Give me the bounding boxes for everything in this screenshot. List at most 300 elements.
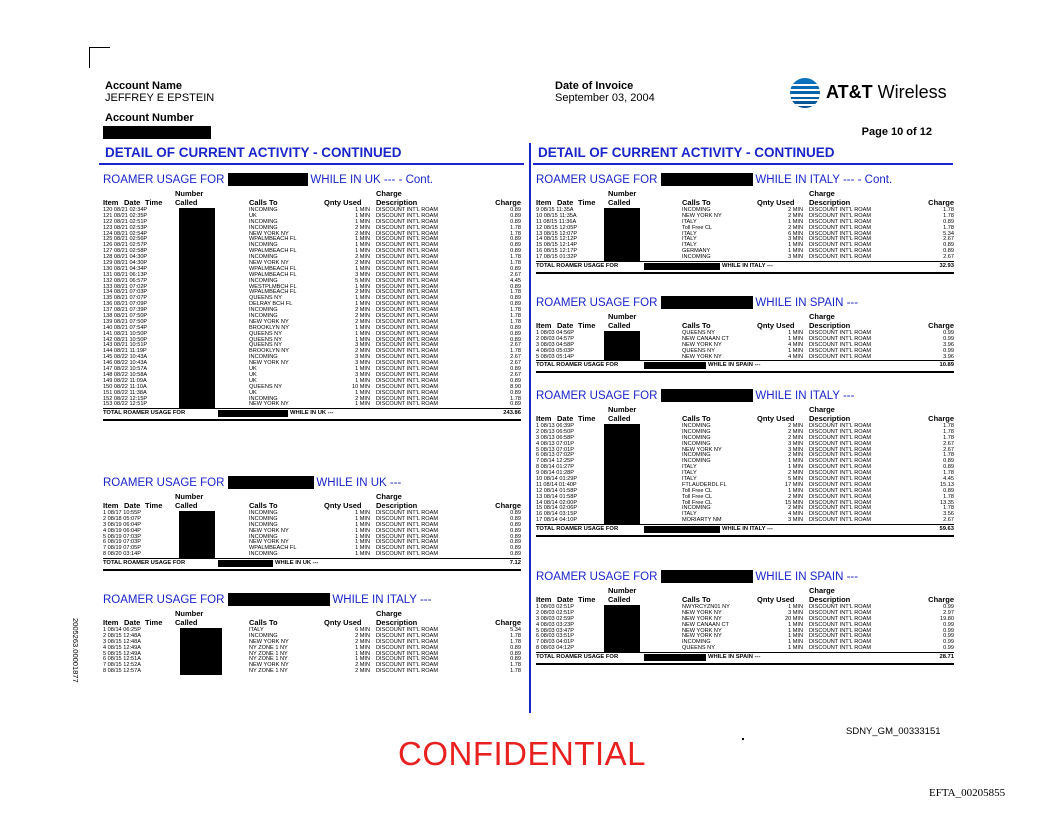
cell-description: DISCOUNT INT'L ROAM <box>809 335 871 342</box>
column-header <box>536 311 954 331</box>
cell-description: DISCOUNT INT'L ROAM <box>809 452 871 459</box>
cell-calls-to: UK <box>249 212 257 219</box>
cell-item-datetime: 13 08/14 01:58P <box>536 493 578 500</box>
cell-calls-to: INCOMING <box>682 452 711 459</box>
redaction-bar <box>661 389 753 402</box>
column-header <box>103 608 521 628</box>
cell-qnty-used: 4 MIN <box>788 353 803 360</box>
account-name: JEFFREY E EPSTEIN <box>105 92 215 104</box>
cell-description: DISCOUNT INT'L ROAM <box>376 283 438 290</box>
cell-qnty-used: 1 MIN <box>355 212 370 219</box>
cell-qnty-used: 2 MIN <box>355 307 370 314</box>
section-title-left: DETAIL OF CURRENT ACTIVITY - CONTINUED <box>105 145 402 160</box>
cell-calls-to: NEW YORK NY <box>249 318 289 325</box>
total-label: TOTAL ROAMER USAGE FOR <box>536 263 619 270</box>
cell-description: DISCOUNT INT'L ROAM <box>376 527 438 534</box>
cell-item-datetime: 2 08/15 12:48A <box>103 632 141 639</box>
cell-item-datetime: 9 08/15 11:35A <box>536 207 574 213</box>
cell-description: DISCOUNT INT'L ROAM <box>809 476 871 483</box>
col-header-item: Item <box>103 501 119 510</box>
col-header-qnty: Qnty Used <box>757 414 795 423</box>
cell-description: DISCOUNT INT'L ROAM <box>376 377 438 384</box>
cell-item-datetime: 1 08/03 04:56P <box>536 330 574 336</box>
column-header <box>536 188 954 208</box>
cell-charge: 1.78 <box>943 505 954 512</box>
cell-description: DISCOUNT INT'L ROAM <box>376 632 438 639</box>
cell-item-datetime: 121 08/21 02:35P <box>103 212 148 219</box>
cell-item-datetime: 122 08/21 02:51P <box>103 218 148 225</box>
col-header-qnty: Qnty Used <box>324 501 362 510</box>
cell-item-datetime: 145 08/22 10:43A <box>103 354 148 361</box>
cell-qnty-used: 2 MIN <box>355 313 370 320</box>
total-row <box>103 558 521 568</box>
cell-calls-to: QUEENS NY <box>682 347 715 354</box>
att-wireless-logo <box>826 82 947 103</box>
cell-description: DISCOUNT INT'L ROAM <box>376 248 438 255</box>
cell-description: DISCOUNT INT'L ROAM <box>376 360 438 367</box>
total-label-suffix: WHILE IN ITALY --- <box>722 526 773 533</box>
cell-qnty-used: 3 MIN <box>355 271 370 278</box>
roamer-title-suffix: WHILE IN ITALY --- <box>332 594 432 606</box>
col-header-called: Called <box>608 595 631 604</box>
col-header-called: Called <box>608 198 631 207</box>
cell-item-datetime: 130 08/21 04:34P <box>103 265 148 272</box>
cell-item-datetime: 16 08/14 03:15P <box>536 511 578 518</box>
cell-item-datetime: 3 08/19 06:04P <box>103 521 141 528</box>
total-label: TOTAL ROAMER USAGE FOR <box>103 410 186 417</box>
cell-calls-to: NEW YORK NY <box>249 401 289 408</box>
call-rows <box>103 511 521 558</box>
cell-item-datetime: 150 08/22 11:10A <box>103 383 147 390</box>
col-header-time: Time <box>145 501 163 510</box>
total-value: 59.63 <box>939 526 954 533</box>
cell-charge: 0.89 <box>510 545 521 552</box>
cell-qnty-used: 1 MIN <box>355 207 370 213</box>
account-name-label: Account Name <box>105 80 183 92</box>
cell-calls-to: NEW YORK NY <box>249 260 289 267</box>
cell-calls-to: MORIARTY NM <box>682 517 722 524</box>
cell-charge: 2.67 <box>943 517 954 524</box>
cell-calls-to: NEW YORK NY <box>249 527 289 534</box>
roamer-title-suffix: WHILE IN ITALY --- <box>755 390 855 402</box>
cell-charge: 0.89 <box>510 212 521 219</box>
cell-qnty-used: 2 MIN <box>355 230 370 237</box>
cell-qnty-used: 3 MIN <box>355 354 370 361</box>
cell-description: DISCOUNT INT'L ROAM <box>376 551 438 558</box>
column-header <box>103 491 521 511</box>
cell-calls-to: ITALY <box>682 242 697 249</box>
block-uk-cont <box>103 173 521 421</box>
cell-calls-to: NEW YORK NY <box>249 230 289 237</box>
total-value: 32.93 <box>939 263 954 270</box>
cell-calls-to: INCOMING <box>249 313 278 320</box>
cell-calls-to: WPALMBEACH FL <box>249 545 297 552</box>
cell-description: DISCOUNT INT'L ROAM <box>376 348 438 355</box>
cell-charge: 2.67 <box>510 342 521 349</box>
cell-charge: 0.89 <box>943 242 954 249</box>
cell-charge: 5.34 <box>510 627 521 633</box>
cell-qnty-used: 2 MIN <box>788 428 803 435</box>
cell-charge: 13.35 <box>940 499 954 506</box>
cell-qnty-used: 2 MIN <box>788 207 803 213</box>
cell-item-datetime: 134 08/21 07:03P <box>103 289 148 296</box>
block-uk <box>103 476 521 571</box>
total-value: 28.71 <box>939 654 954 661</box>
cell-qnty-used: 3 MIN <box>355 360 370 367</box>
col-header-desc: Description <box>809 595 851 604</box>
total-rule <box>536 272 954 274</box>
cell-calls-to: WPALMBEACH FL <box>249 265 297 272</box>
cell-description: DISCOUNT INT'L ROAM <box>376 336 438 343</box>
cell-charge: 0.89 <box>510 551 521 558</box>
cell-item-datetime: 4 08/15 12:49A <box>103 644 141 651</box>
redaction-bar <box>644 526 720 533</box>
cell-item-datetime: 6 08/19 07:03P <box>103 539 141 546</box>
cell-description: DISCOUNT INT'L ROAM <box>376 260 438 267</box>
cell-item-datetime: 14 08/15 12:12P <box>536 236 578 243</box>
block-spain-2 <box>536 570 954 665</box>
cell-item-datetime: 8 08/14 01:27P <box>536 464 574 471</box>
col-header-charge-top: Charge <box>376 189 402 198</box>
cell-item-datetime: 16 08/15 12:17P <box>536 248 578 255</box>
roamer-title <box>536 570 954 585</box>
cell-charge: 2.67 <box>510 354 521 361</box>
confidential-stamp: CONFIDENTIAL <box>398 735 647 772</box>
cell-qnty-used: 1 MIN <box>355 389 370 396</box>
cell-description: DISCOUNT INT'L ROAM <box>809 511 871 518</box>
cell-qnty-used: 5 MIN <box>788 476 803 483</box>
redaction-bar <box>228 593 330 606</box>
cell-item-datetime: 4 08/03 03:23P <box>536 621 574 628</box>
cell-calls-to: NWYRCYZN01 NY <box>682 604 730 610</box>
redaction-number-called <box>604 208 640 261</box>
cell-description: DISCOUNT INT'L ROAM <box>809 627 871 634</box>
cell-charge: 1.78 <box>510 348 521 355</box>
block-italy-left <box>103 593 521 675</box>
cell-item-datetime: 135 08/21 07:07P <box>103 295 148 302</box>
total-rule <box>536 535 954 537</box>
col-header-charge-top: Charge <box>809 586 835 595</box>
col-header-calls-to: Calls To <box>249 501 278 510</box>
cell-calls-to: UK <box>249 377 257 384</box>
cell-calls-to: NEW YORK NY <box>249 360 289 367</box>
cell-qnty-used: 1 MIN <box>788 645 803 652</box>
cell-description: DISCOUNT INT'L ROAM <box>809 470 871 477</box>
cell-charge: 1.78 <box>510 260 521 267</box>
cell-qnty-used: 1 MIN <box>788 464 803 471</box>
col-header-desc: Description <box>809 198 851 207</box>
redaction-bar <box>644 263 720 270</box>
col-header-charge-top: Charge <box>809 405 835 414</box>
cell-description: DISCOUNT INT'L ROAM <box>376 650 438 657</box>
cell-calls-to: NEW YORK NY <box>682 353 722 360</box>
cell-qnty-used: 1 MIN <box>788 604 803 610</box>
cell-calls-to: QUEENS NY <box>249 383 282 390</box>
total-label: TOTAL ROAMER USAGE FOR <box>536 654 619 661</box>
section-rule-left <box>99 163 524 165</box>
redaction-bar <box>228 173 308 186</box>
col-header-charge: Charge <box>928 198 954 207</box>
cell-qnty-used: 2 MIN <box>788 434 803 441</box>
cell-qnty-used: 1 MIN <box>788 330 803 336</box>
cell-charge: 0.89 <box>510 265 521 272</box>
cell-item-datetime: 11 08/15 11:36A <box>536 218 577 225</box>
cell-calls-to: NY ZONE 1 NY <box>249 656 288 663</box>
cell-item-datetime: 3 08/03 02:59P <box>536 615 574 622</box>
cell-charge: 0.89 <box>510 656 521 663</box>
cell-calls-to: INCOMING <box>682 423 711 429</box>
cell-description: DISCOUNT INT'L ROAM <box>376 668 438 675</box>
cell-item-datetime: 2 08/13 06:50P <box>536 428 574 435</box>
redaction-bar <box>661 570 753 583</box>
cell-item-datetime: 6 08/03 03:51P <box>536 633 574 640</box>
cell-item-datetime: 7 08/19 07:05P <box>103 545 141 552</box>
cell-calls-to: NEW CANAAN CT <box>682 621 729 628</box>
roamer-title-suffix: WHILE IN UK --- <box>316 477 402 489</box>
cell-description: DISCOUNT INT'L ROAM <box>809 615 871 622</box>
total-label: TOTAL ROAMER USAGE FOR <box>536 362 619 369</box>
cell-calls-to: NEW YORK NY <box>249 638 289 645</box>
col-header-item: Item <box>536 595 552 604</box>
cell-calls-to: INCOMING <box>249 254 278 261</box>
cell-qnty-used: 1 MIN <box>788 458 803 465</box>
cell-charge: 1.78 <box>943 224 954 231</box>
cell-item-datetime: 1 08/14 06:25P <box>103 627 141 633</box>
cell-calls-to: QUEENS NY <box>249 295 282 302</box>
cell-calls-to: FTLAUDERDL FL <box>682 481 727 488</box>
invoice-date: September 03, 2004 <box>555 92 655 104</box>
cell-qnty-used: 1 MIN <box>788 242 803 249</box>
cell-description: DISCOUNT INT'L ROAM <box>809 230 871 237</box>
cell-qnty-used: 2 MIN <box>788 224 803 231</box>
total-value: 10.89 <box>939 362 954 369</box>
cell-description: DISCOUNT INT'L ROAM <box>809 505 871 512</box>
cell-description: DISCOUNT INT'L ROAM <box>809 212 871 219</box>
cell-charge: 0.89 <box>510 248 521 255</box>
col-header-desc: Description <box>376 198 418 207</box>
cell-item-datetime: 141 08/21 10:50P <box>103 330 148 337</box>
cell-calls-to: INCOMING <box>249 242 278 249</box>
cell-item-datetime: 139 08/21 07:50P <box>103 318 148 325</box>
col-header-number: Number <box>608 405 637 414</box>
cell-calls-to: INCOMING <box>249 515 278 522</box>
cell-qnty-used: 1 MIN <box>788 633 803 640</box>
cell-charge: 0.89 <box>510 207 521 213</box>
cell-charge: 0.99 <box>943 639 954 646</box>
redaction-bar <box>218 410 288 417</box>
cell-item-datetime: 126 08/21 02:57P <box>103 242 148 249</box>
total-label-suffix: WHILE IN SPAIN --- <box>708 362 761 369</box>
cell-item-datetime: 5 08/19 07:03P <box>103 533 141 540</box>
cell-description: DISCOUNT INT'L ROAM <box>809 621 871 628</box>
roamer-title-suffix: WHILE IN ITALY --- - Cont. <box>755 174 893 186</box>
total-label: TOTAL ROAMER USAGE FOR <box>103 560 186 567</box>
cell-charge: 4.45 <box>510 277 521 284</box>
col-header-number: Number <box>608 312 637 321</box>
cell-charge: 0.89 <box>510 283 521 290</box>
cell-qnty-used: 2 MIN <box>355 348 370 355</box>
cell-item-datetime: 4 08/03 05:03P <box>536 347 574 354</box>
cell-item-datetime: 138 08/21 07:50P <box>103 313 148 320</box>
cell-charge: 1.78 <box>943 423 954 429</box>
redaction-number-called <box>179 511 215 558</box>
col-header-item: Item <box>536 414 552 423</box>
cell-qnty-used: 1 MIN <box>355 545 370 552</box>
cell-charge: 4.45 <box>943 476 954 483</box>
cell-item-datetime: 6 08/15 12:51A <box>103 656 141 663</box>
cell-calls-to: WESTPLMBCH FL <box>249 283 297 290</box>
col-header-calls-to: Calls To <box>682 198 711 207</box>
cell-calls-to: NEW YORK NY <box>682 615 722 622</box>
cell-item-datetime: 1 08/13 06:39P <box>536 423 574 429</box>
cell-description: DISCOUNT INT'L ROAM <box>376 521 438 528</box>
cell-calls-to: NY ZONE 1 NY <box>249 644 288 651</box>
col-header-number: Number <box>175 189 204 198</box>
cell-description: DISCOUNT INT'L ROAM <box>376 638 438 645</box>
cell-calls-to: NEW YORK NY <box>682 609 722 616</box>
cell-description: DISCOUNT INT'L ROAM <box>376 533 438 540</box>
cell-item-datetime: 9 08/14 01:28P <box>536 470 574 477</box>
cell-qnty-used: 4 MIN <box>788 341 803 348</box>
roamer-title-suffix: WHILE IN SPAIN --- <box>755 571 859 583</box>
cell-charge: 3.96 <box>943 353 954 360</box>
total-rule <box>536 663 954 665</box>
cell-charge: 1.78 <box>510 289 521 296</box>
cell-calls-to: INCOMING <box>682 434 711 441</box>
cell-charge: 1.78 <box>943 452 954 459</box>
cell-item-datetime: 6 08/13 07:02P <box>536 452 574 459</box>
cell-item-datetime: 137 08/21 07:39P <box>103 307 148 314</box>
cell-item-datetime: 129 08/21 04:30P <box>103 260 148 267</box>
col-header-called: Called <box>175 198 198 207</box>
cell-description: DISCOUNT INT'L ROAM <box>809 218 871 225</box>
cell-item-datetime: 12 08/15 12:05P <box>536 224 578 231</box>
cell-qnty-used: 2 MIN <box>355 668 370 675</box>
cell-calls-to: QUEENS NY <box>682 645 715 652</box>
cell-calls-to: NEW YORK NY <box>249 662 289 669</box>
cell-charge: 0.89 <box>510 295 521 302</box>
cell-item-datetime: 125 08/21 02:56P <box>103 236 148 243</box>
cell-charge: 0.99 <box>943 621 954 628</box>
cell-charge: 0.89 <box>510 330 521 337</box>
col-header-date: Date <box>124 618 141 627</box>
cell-calls-to: WPALMBEACH FL <box>249 271 297 278</box>
cell-calls-to: UK <box>249 371 257 378</box>
cell-qnty-used: 1 MIN <box>355 551 370 558</box>
cell-description: DISCOUNT INT'L ROAM <box>376 366 438 373</box>
cell-charge: 1.78 <box>510 224 521 231</box>
cell-charge: 1.78 <box>510 318 521 325</box>
cell-description: DISCOUNT INT'L ROAM <box>376 236 438 243</box>
cell-qnty-used: 1 MIN <box>355 539 370 546</box>
col-header-item: Item <box>536 198 552 207</box>
side-stamp: 2005263.00001877 <box>71 618 80 683</box>
cell-qnty-used: 2 MIN <box>355 224 370 231</box>
cell-charge: 0.89 <box>510 366 521 373</box>
total-row <box>536 652 954 662</box>
cell-calls-to: QUEENS NY <box>249 330 282 337</box>
cell-charge: 0.89 <box>943 487 954 494</box>
col-header-charge: Charge <box>928 414 954 423</box>
redaction-bar <box>644 362 706 369</box>
cell-item-datetime: 10 08/15 11:35A <box>536 212 577 219</box>
cell-qnty-used: 2 MIN <box>355 318 370 325</box>
cell-charge: 0.89 <box>510 510 521 516</box>
cell-qnty-used: 1 MIN <box>788 248 803 255</box>
cell-calls-to: NEW YORK NY <box>682 446 722 453</box>
cell-qnty-used: 2 MIN <box>355 638 370 645</box>
cell-calls-to: UK <box>249 389 257 396</box>
date-label: Date of Invoice <box>555 80 634 92</box>
cell-item-datetime: 136 08/21 07:09P <box>103 301 148 308</box>
cell-description: DISCOUNT INT'L ROAM <box>376 301 438 308</box>
cell-qnty-used: 1 MIN <box>355 283 370 290</box>
cell-calls-to: BROOKLYN NY <box>249 348 289 355</box>
cell-calls-to: INCOMING <box>249 521 278 528</box>
cell-qnty-used: 1 MIN <box>355 295 370 302</box>
cell-charge: 5.34 <box>943 230 954 237</box>
cell-description: DISCOUNT INT'L ROAM <box>809 353 871 360</box>
cell-qnty-used: 1 MIN <box>788 639 803 646</box>
cell-qnty-used: 1 MIN <box>355 265 370 272</box>
cell-charge: 0.89 <box>510 236 521 243</box>
cell-calls-to: INCOMING <box>682 440 711 447</box>
col-header-date: Date <box>557 321 574 330</box>
account-number-label: Account Number <box>105 112 194 124</box>
cell-calls-to: NEW YORK NY <box>249 539 289 546</box>
cell-charge: 0.89 <box>510 336 521 343</box>
cell-charge: 0.89 <box>510 539 521 546</box>
redaction-bar <box>644 654 706 661</box>
roamer-title-prefix: ROAMER USAGE FOR <box>536 174 658 186</box>
total-label-suffix: WHILE IN UK --- <box>275 560 319 567</box>
cell-charge: 0.89 <box>510 533 521 540</box>
logo-suffix: Wireless <box>872 82 947 102</box>
col-header-date: Date <box>124 501 141 510</box>
cell-item-datetime: 10 08/14 01:29P <box>536 476 578 483</box>
cell-description: DISCOUNT INT'L ROAM <box>809 609 871 616</box>
cell-charge: 0.89 <box>510 324 521 331</box>
col-header-item: Item <box>536 321 552 330</box>
cell-description: DISCOUNT INT'L ROAM <box>376 324 438 331</box>
cell-description: DISCOUNT INT'L ROAM <box>376 207 438 213</box>
cell-calls-to: INCOMING <box>682 505 711 512</box>
cell-description: DISCOUNT INT'L ROAM <box>809 434 871 441</box>
total-label-suffix: WHILE IN SPAIN --- <box>708 654 761 661</box>
cell-qnty-used: 1 MIN <box>355 366 370 373</box>
cell-description: DISCOUNT INT'L ROAM <box>809 487 871 494</box>
cell-charge: 0.89 <box>510 650 521 657</box>
section-title-right: DETAIL OF CURRENT ACTIVITY - CONTINUED <box>538 145 835 160</box>
col-header-calls-to: Calls To <box>682 414 711 423</box>
cell-charge: 0.89 <box>510 401 521 408</box>
cell-description: DISCOUNT INT'L ROAM <box>809 330 871 336</box>
cell-calls-to: ITALY <box>682 230 697 237</box>
cell-qnty-used: 2 MIN <box>355 254 370 261</box>
cell-qnty-used: 1 MIN <box>355 656 370 663</box>
cell-qnty-used: 2 MIN <box>788 470 803 477</box>
cell-calls-to: NEW CANAAN CT <box>682 335 729 342</box>
cell-qnty-used: 10 MIN <box>351 383 370 390</box>
cell-description: DISCOUNT INT'L ROAM <box>376 395 438 402</box>
col-header-time: Time <box>145 618 163 627</box>
cell-description: DISCOUNT INT'L ROAM <box>376 254 438 261</box>
cell-qnty-used: 1 MIN <box>355 527 370 534</box>
cell-qnty-used: 1 MIN <box>355 644 370 651</box>
cell-charge: 0.89 <box>943 464 954 471</box>
cell-item-datetime: 15 08/14 02:06P <box>536 505 578 512</box>
cell-charge: 19.80 <box>940 615 954 622</box>
